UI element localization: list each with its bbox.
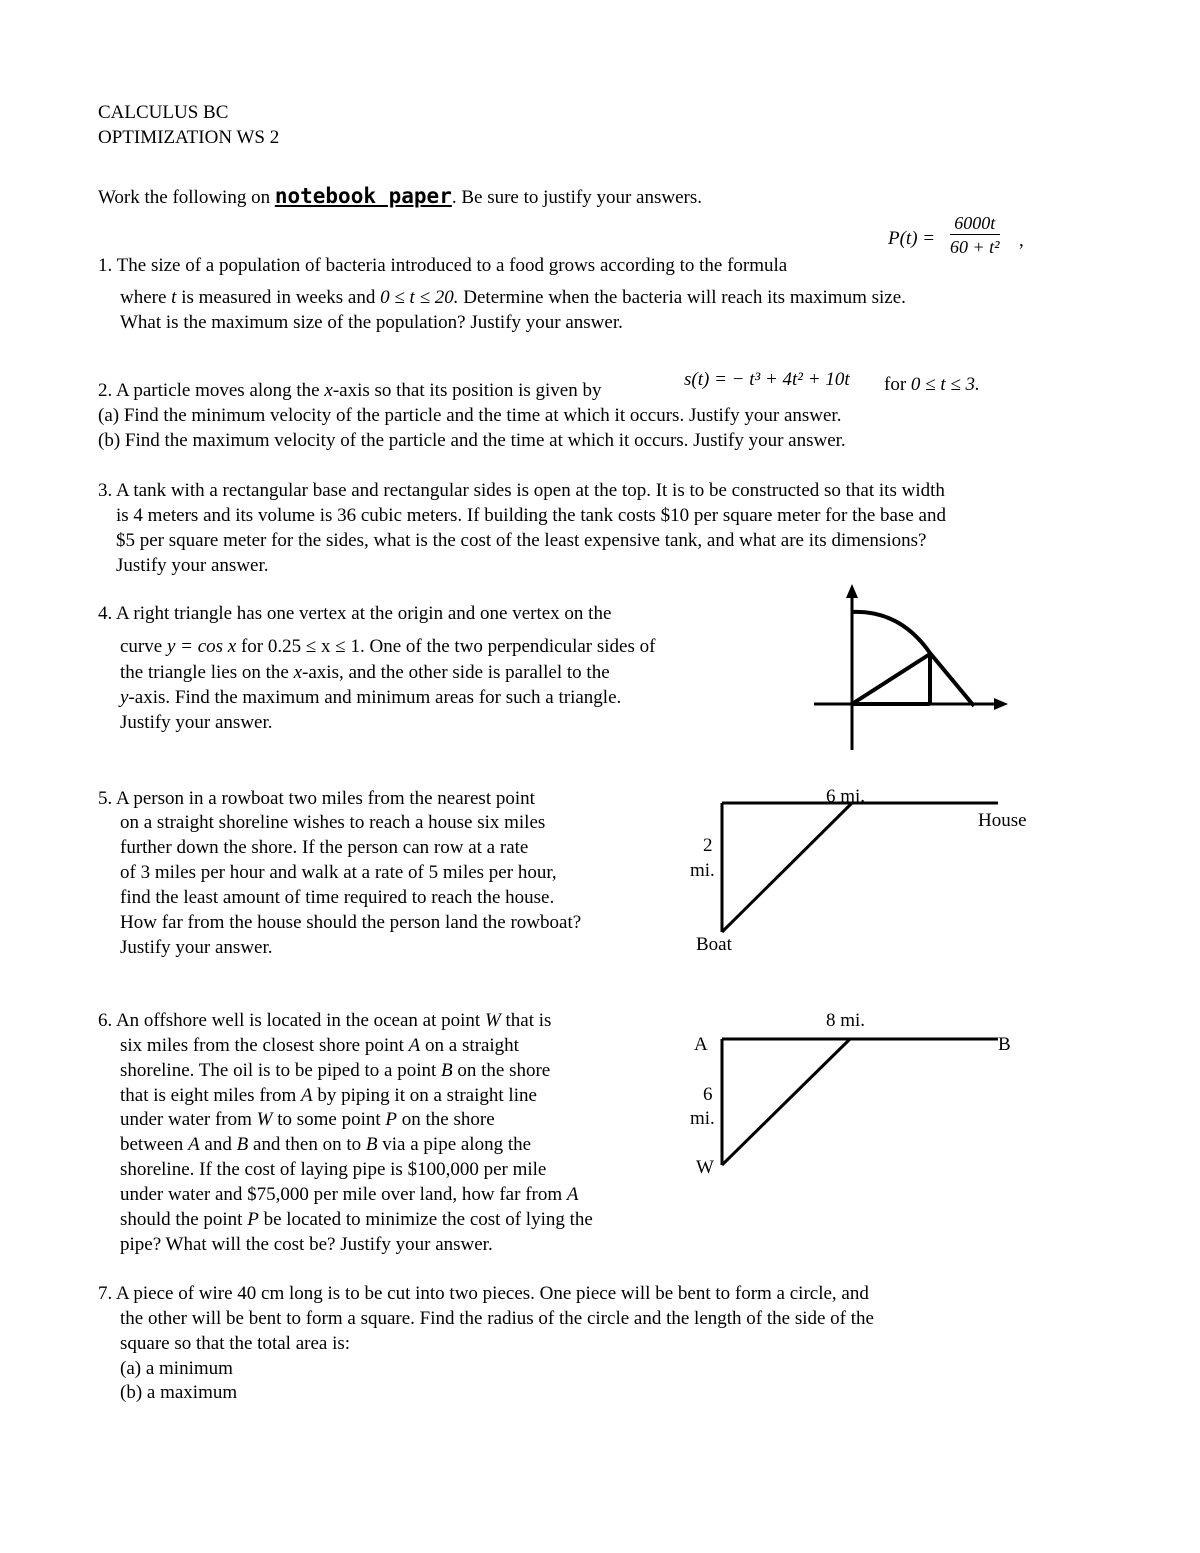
p4-line4 <box>120 685 621 710</box>
p4-text3b: -axis, and the other side is parallel to the <box>302 662 610 683</box>
p5-line6: How far from the house should the person land the rowboat? <box>120 912 582 933</box>
worksheet-title: OPTIMIZATION WS 2 <box>98 127 280 148</box>
p7-line3: square so that the total area is: <box>120 1333 351 1354</box>
p6-t1a: 6. An offshore well is located in the ocean at point <box>98 1010 481 1031</box>
p3-line3: $5 per square meter for the sides, what is the cost of the least expensive tank, and what are its dimensions? <box>116 530 927 551</box>
p6-t9a: should the point <box>120 1209 243 1230</box>
p2-domain <box>884 372 980 397</box>
p2-inequality: 0 ≤ t ≤ 3. <box>910 374 980 395</box>
p5-line3: further down the shore. If the person can row at a rate <box>120 837 529 858</box>
p4-line5: Justify your answer. <box>120 712 273 733</box>
p6-label-mi: mi. <box>690 1108 715 1129</box>
p2-line1 <box>98 378 601 403</box>
p6-line4 <box>120 1083 537 1108</box>
p4-var-x: x <box>293 662 303 683</box>
p1-determine: Determine when the bacteria will reach its maximum size. <box>463 287 906 308</box>
p7-part-b: (b) a maximum <box>120 1382 238 1403</box>
p5-line7: Justify your answer. <box>120 937 273 958</box>
p6-t5b: to some point <box>277 1109 381 1130</box>
p6-t4a: that is eight miles from <box>120 1085 297 1106</box>
p5-label-mi: mi. <box>690 860 715 881</box>
p6-A4: A <box>301 1085 313 1106</box>
p6-P5: P <box>385 1109 398 1130</box>
p6-label-8mi: 8 mi. <box>826 1010 866 1031</box>
p5-line5: find the least amount of time required to reach the house. <box>120 887 555 908</box>
p4-x-arrow <box>994 698 1008 710</box>
p6-figure <box>700 1025 1020 1175</box>
p6-label-A: A <box>694 1034 708 1055</box>
p2-part-b: (b) Find the maximum velocity of the particle and the time at which it occurs. Justify your answer. <box>98 430 846 451</box>
p6-t8a: under water and $75,000 per mile over land, how far from <box>120 1184 563 1205</box>
p6-B3: B <box>441 1060 453 1081</box>
p6-t9b: be located to minimize the cost of lying the <box>263 1209 593 1230</box>
p4-hypotenuse <box>852 654 930 704</box>
p6-W5: W <box>256 1109 273 1130</box>
p5-line4: of 3 miles per hour and walk at a rate of 5 miles per hour, <box>120 862 557 883</box>
p1-line2 <box>120 285 906 310</box>
p1-formula-fraction <box>950 212 1000 259</box>
p1-where: where <box>120 287 167 308</box>
course-title: CALCULUS BC <box>98 102 229 123</box>
p4-figure <box>800 578 1020 758</box>
p6-line3 <box>120 1058 550 1083</box>
p6-label-B: B <box>998 1034 1011 1055</box>
p6-line5 <box>120 1107 495 1132</box>
p7-line2: the other will be bent to form a square. Find the radius of the circle and the length of the side of the <box>120 1308 874 1329</box>
p6-line7: shoreline. If the cost of laying pipe is $100,000 per mile <box>120 1159 547 1180</box>
p6-t3a: shoreline. The oil is to be piped to a point <box>120 1060 437 1081</box>
p4-line1: 4. A right triangle has one vertex at the origin and one vertex on the <box>98 603 612 624</box>
p2-part-a: (a) Find the minimum velocity of the particle and the time at which it occurs. Justify your answer. <box>98 405 842 426</box>
p4-curve: curve <box>120 636 163 657</box>
p6-B6b: B <box>365 1134 378 1155</box>
p6-line2 <box>120 1033 519 1058</box>
p2-for: for <box>884 374 907 395</box>
p6-line6 <box>120 1132 531 1157</box>
p3-line4: Justify your answer. <box>116 555 269 576</box>
p6-line8 <box>120 1182 579 1207</box>
p3-line1: 3. A tank with a rectangular base and rectangular sides is open at the top. It is to be constructed so that its width <box>98 480 945 501</box>
p4-line2 <box>120 634 655 659</box>
intro-after: . Be sure to justify your answers. <box>451 187 702 208</box>
intro-line <box>98 184 702 210</box>
p6-t4b: by piping it on a straight line <box>317 1085 537 1106</box>
p7-line1: 7. A piece of wire 40 cm long is to be cut into two pieces. One piece will be bent to form a circle, and <box>98 1283 869 1304</box>
p4-formula: y = cos x <box>166 636 237 657</box>
intro-emphasis: notebook paper <box>274 184 452 208</box>
p6-A6: A <box>188 1134 200 1155</box>
p6-label-W: W <box>696 1157 714 1178</box>
p1-formula-tail: , <box>1019 230 1024 251</box>
p2-text2: -axis so that its position is given by <box>332 380 602 401</box>
p4-text: One of the two perpendicular sides of <box>369 636 656 657</box>
p5-label-2: 2 <box>703 835 713 856</box>
p6-t6b: and <box>204 1134 232 1155</box>
p2-var-x: x <box>324 380 333 401</box>
p4-y-arrow <box>846 584 858 598</box>
p4-text4: -axis. Find the maximum and minimum areas for such a triangle. <box>128 687 622 708</box>
p6-t5a: under water from <box>120 1109 252 1130</box>
p6-line1 <box>98 1008 551 1033</box>
p6-t5c: on the shore <box>401 1109 495 1130</box>
p4-text3a: the triangle lies on the <box>120 662 289 683</box>
p6-t6d: via a pipe along the <box>382 1134 532 1155</box>
p5-row-path <box>722 803 852 932</box>
p5-line1: 5. A person in a rowboat two miles from the nearest point <box>98 788 535 809</box>
p4-var-y: y <box>120 687 129 708</box>
p3-line2: is 4 meters and its volume is 36 cubic meters. If building the tank costs $10 per square meter for the base and <box>116 505 946 526</box>
p1-formula-numerator: 6000t <box>950 212 1000 235</box>
p6-t3b: on the shore <box>457 1060 551 1081</box>
p5-line2: on a straight shoreline wishes to reach a house six miles <box>120 812 546 833</box>
p6-P9: P <box>247 1209 259 1230</box>
p6-t6c: and then on to <box>252 1134 362 1155</box>
p6-t6a: between <box>120 1134 184 1155</box>
p4-domain: for 0.25 ≤ x ≤ 1. <box>240 636 365 657</box>
p6-t1b: that is <box>505 1010 552 1031</box>
p1-measured: is measured in weeks and <box>181 287 376 308</box>
p1-var-t: t <box>171 287 177 308</box>
p6-A8: A <box>566 1184 579 1205</box>
p6-pipe-path <box>722 1039 850 1165</box>
p6-t2b: on a straight <box>425 1035 519 1056</box>
p7-part-a: (a) a minimum <box>120 1358 233 1379</box>
p6-B6: B <box>236 1134 249 1155</box>
p6-label-6: 6 <box>703 1084 713 1105</box>
p5-label-house: House <box>978 810 1027 831</box>
p6-t2a: six miles from the closest shore point <box>120 1035 404 1056</box>
p6-A2: A <box>408 1035 421 1056</box>
intro-before: Work the following on <box>98 187 271 208</box>
p2-formula: s(t) = − t³ + 4t² + 10t <box>684 369 850 390</box>
p1-line3: What is the maximum size of the population? Justify your answer. <box>120 312 623 333</box>
p6-line9 <box>120 1207 593 1232</box>
p6-W1: W <box>484 1010 501 1031</box>
p1-inequality: 0 ≤ t ≤ 20. <box>380 287 459 308</box>
p4-line3 <box>120 660 610 685</box>
p2-text1: 2. A particle moves along the <box>98 380 320 401</box>
p1-formula-denominator: 60 + t² <box>950 237 1000 257</box>
p6-line10: pipe? What will the cost be? Justify your answer. <box>120 1234 493 1255</box>
p1-formula-lhs: P(t) = <box>888 228 936 249</box>
p5-label-boat: Boat <box>696 934 732 955</box>
p1-line1: 1. The size of a population of bacteria introduced to a food grows according to the formula <box>98 255 788 276</box>
p5-label-6mi: 6 mi. <box>826 786 866 807</box>
